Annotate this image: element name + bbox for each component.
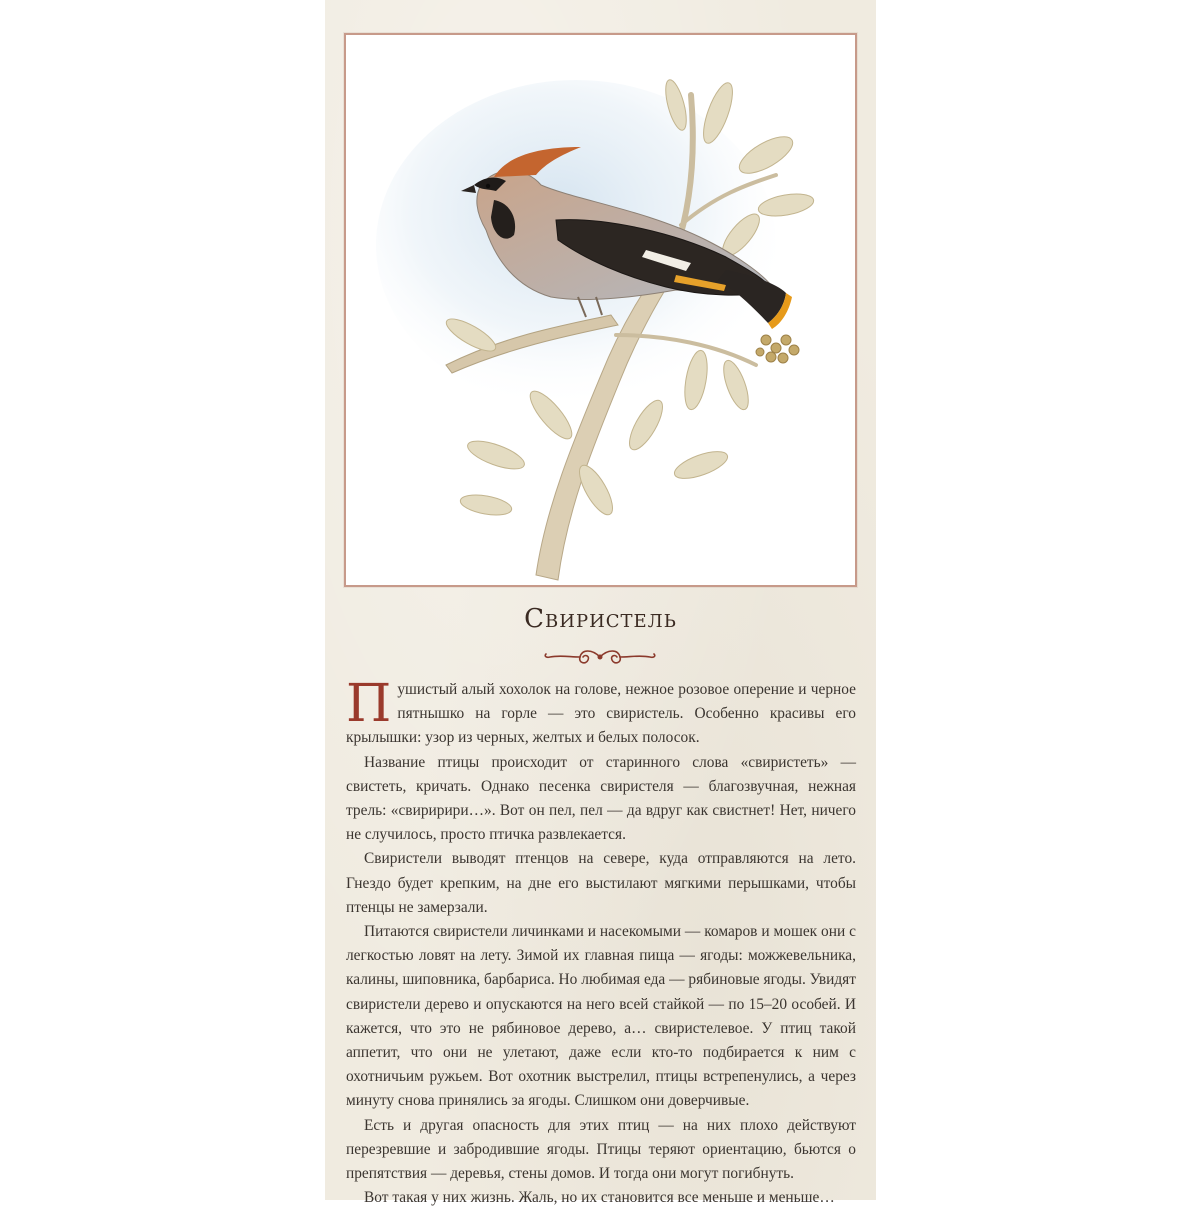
paragraph: Вот такая у них жизнь. Жаль, но их становится все меньше и меньше… <box>364 1189 835 1207</box>
intro-text: ушистый алый хохолок на голове, нежное розовое оперение и черное пятнышко на горле — это свиристель. Особенно красивы его крылышки: узор из черных, желтых и белых полосок. <box>346 681 856 747</box>
article-body <box>346 674 856 1210</box>
drop-cap: П <box>346 674 392 734</box>
paragraph: Питаются свиристели личинками и насекомыми — комаров и мошек они с легкостью ловят на лету. Зимой их главная пища — ягоды: можжевельника, калины, шиповника, барбариса. Но любимая еда — рябиновые ягоды. Увидят свиристели дерево и опускаются на него всей стайкой — по 15–20 особей. И кажется, что это не рябиновое дерево, а… свиристелевое. У птиц такой аппетит, что они не улетают, даже если кто-то подбирается к ним с охотничьим ружьем. Вот охотник выстрелил, птицы встрепенулись, а через минуту снова принялись за ягоды. Слишком они доверчивые. <box>346 923 856 1110</box>
article-title: Свиристель <box>524 604 677 634</box>
paragraph-intro <box>346 674 856 751</box>
book-page <box>325 0 876 1207</box>
title-ornament-icon <box>540 645 660 669</box>
bird-eye <box>486 184 490 188</box>
berries <box>756 335 799 363</box>
paragraph: Название птицы происходит от старинного слова «свиристеть» — свистеть, кричать. Однако песенка свиристеля — благозвучная, нежная трель: «свиририри…». Вот он пел, пел — да вдруг как свистнет! Нет, ничего не случилось, просто птичка развлекается. <box>346 753 856 844</box>
paragraph: Свиристели выводят птенцов на севере, куда отправляются на лето. Гнездо будет крепким, на дне его выстилают мягкими перышками, чтобы птенцы не замерзали. <box>346 850 856 916</box>
paragraph: Есть и другая опасность для этих птиц — на них плохо действуют перезревшие и забродившие ягоды. Птицы теряют ориентацию, бьются о препятствия — деревья, стены домов. И тогда они могут погибнуть. <box>346 1116 856 1183</box>
illustration-plate <box>344 33 857 587</box>
waxwing-illustration <box>346 35 855 585</box>
